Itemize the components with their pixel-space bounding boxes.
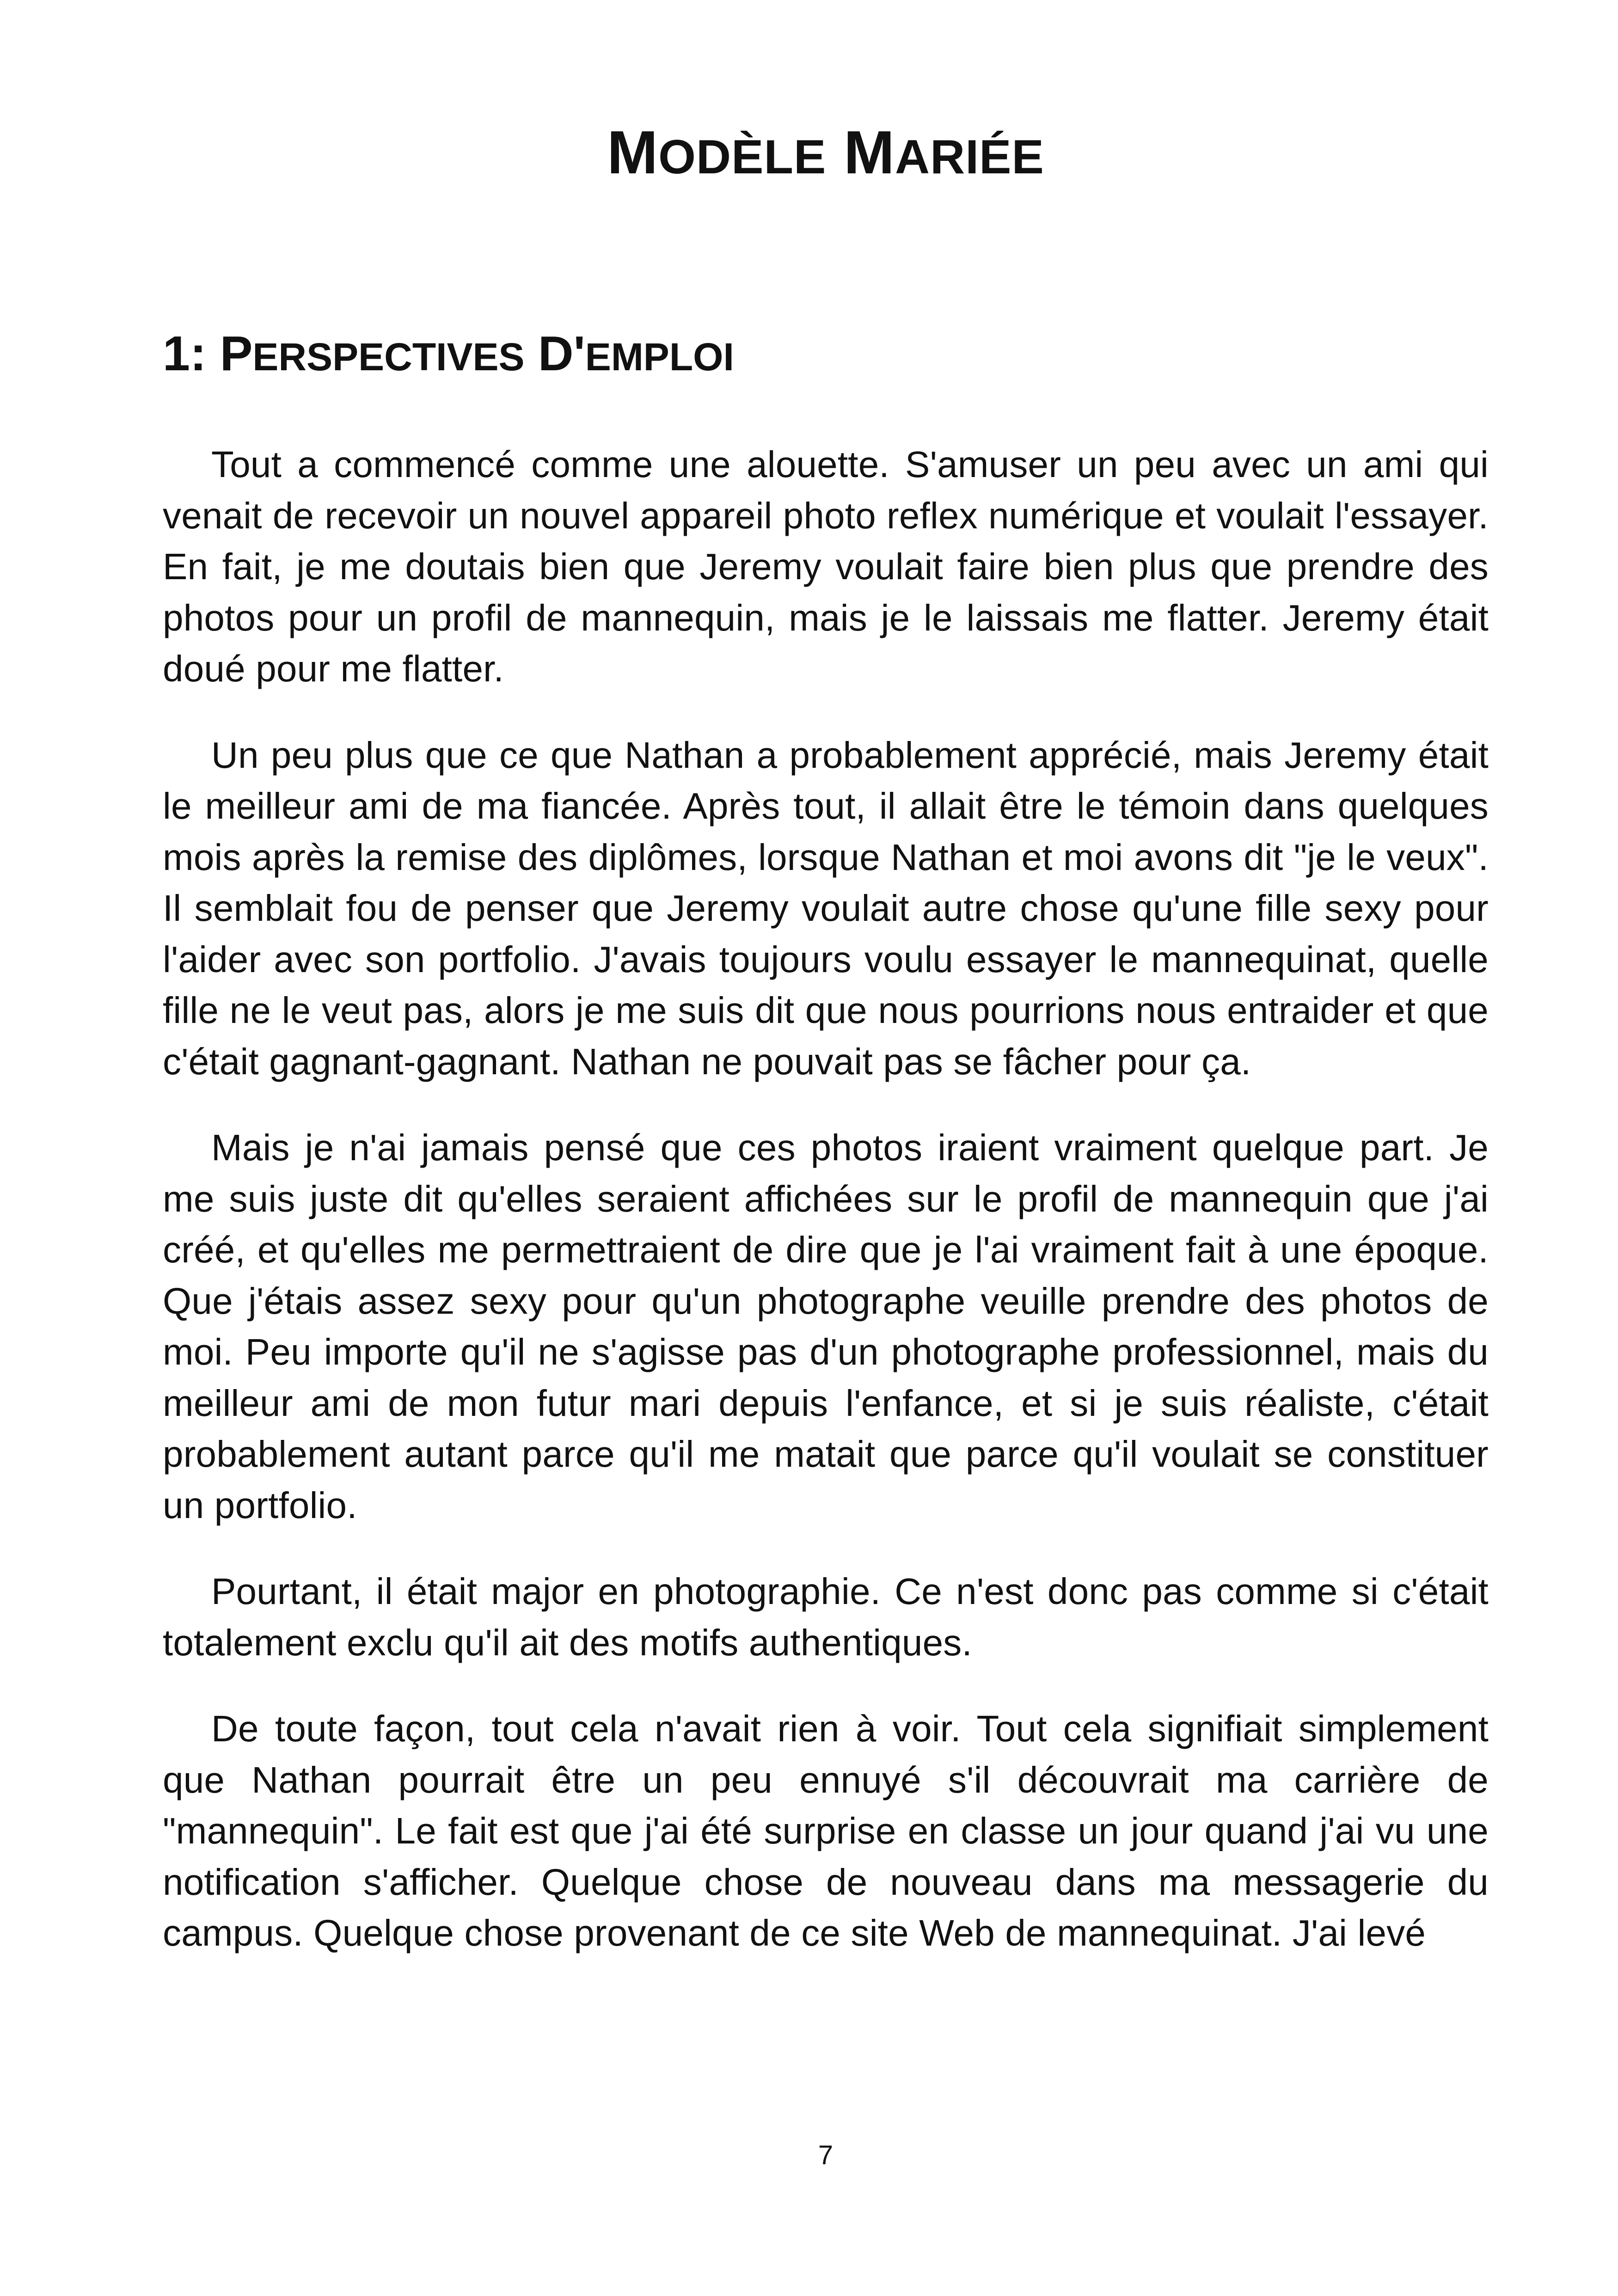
paragraph: De toute façon, tout cela n'avait rien à voir. Tout cela signifiait simplement que Nathan pourrait être un peu ennuyé s'il découvrait ma carrière de "mannequin". Le fait est que j'ai été surprise en classe un jour quand j'ai vu une notification s'afficher. Quelque chose de nouveau dans ma messagerie du campus. Quelque chose provenant de ce site Web de mannequinat. J'ai levé — [163, 1708, 1489, 1953]
book-title-initial-1: M — [607, 118, 659, 186]
page-number: 7 — [818, 2140, 834, 2170]
book-title-rest-1: ODÈLE — [658, 130, 827, 184]
book-title — [163, 116, 1489, 194]
chapter-number: 1: — [163, 326, 220, 381]
book-title-rest-2: ARIÉE — [895, 130, 1044, 184]
paragraph: Pourtant, il était major en photographie. Ce n'est donc pas comme si c'était totalement exclu qu'il ait des motifs authentiques. — [163, 1571, 1489, 1663]
chapter-title — [163, 324, 734, 387]
chapter-title-initial-1: P — [220, 326, 253, 381]
document-page — [163, 0, 1489, 2296]
body-text — [163, 439, 1489, 1994]
paragraph: Mais je n'ai jamais pensé que ces photos iraient vraiment quelque part. Je me suis juste dit qu'elles seraient affichées sur le profil de mannequin que j'ai créé, et qu'elles me permettraient de dire que je l'ai vraiment fait à une époque. Que j'étais assez sexy pour qu'un photographe veuille prendre des photos de moi. Peu importe qu'il ne s'agisse pas d'un photographe professionnel, mais du meilleur ami de mon futur mari depuis l'enfance, et si je suis réaliste, c'était probablement autant parce qu'il me matait que parce qu'il voulait se constituer un portfolio. — [163, 1127, 1489, 1526]
paragraph: Un peu plus que ce que Nathan a probablement apprécié, mais Jeremy était le meilleur ami de ma fiancée. Après tout, il allait être le témoin dans quelques mois après la remise des diplômes, lorsque Nathan et moi avons dit "je le veux". Il semblait fou de penser que Jeremy voulait autre chose qu'une fille sexy pour l'aider avec son portfolio. J'avais toujours voulu essayer le mannequinat, quelle fille ne le veut pas, alors je me suis dit que nous pourrions nous entraider et que c'était gagnant-gagnant. Nathan ne pouvait pas se fâcher pour ça. — [163, 734, 1489, 1082]
chapter-title-rest-2: EMPLOI — [585, 335, 734, 379]
chapter-title-rest-1: ERSPECTIVES — [252, 335, 525, 379]
book-title-initial-2: M — [844, 118, 895, 186]
paragraph: Tout a commencé comme une alouette. S'amuser un peu avec un ami qui venait de recevoir un nouvel appareil photo reflex numérique et voulait l'essayer. En fait, je me doutais bien que Jeremy voulait faire bien plus que prendre des photos pour un profil de mannequin, mais je le laissais me flatter. Jeremy était doué pour me flatter. — [163, 444, 1489, 689]
chapter-title-initial-2: D' — [538, 326, 585, 381]
